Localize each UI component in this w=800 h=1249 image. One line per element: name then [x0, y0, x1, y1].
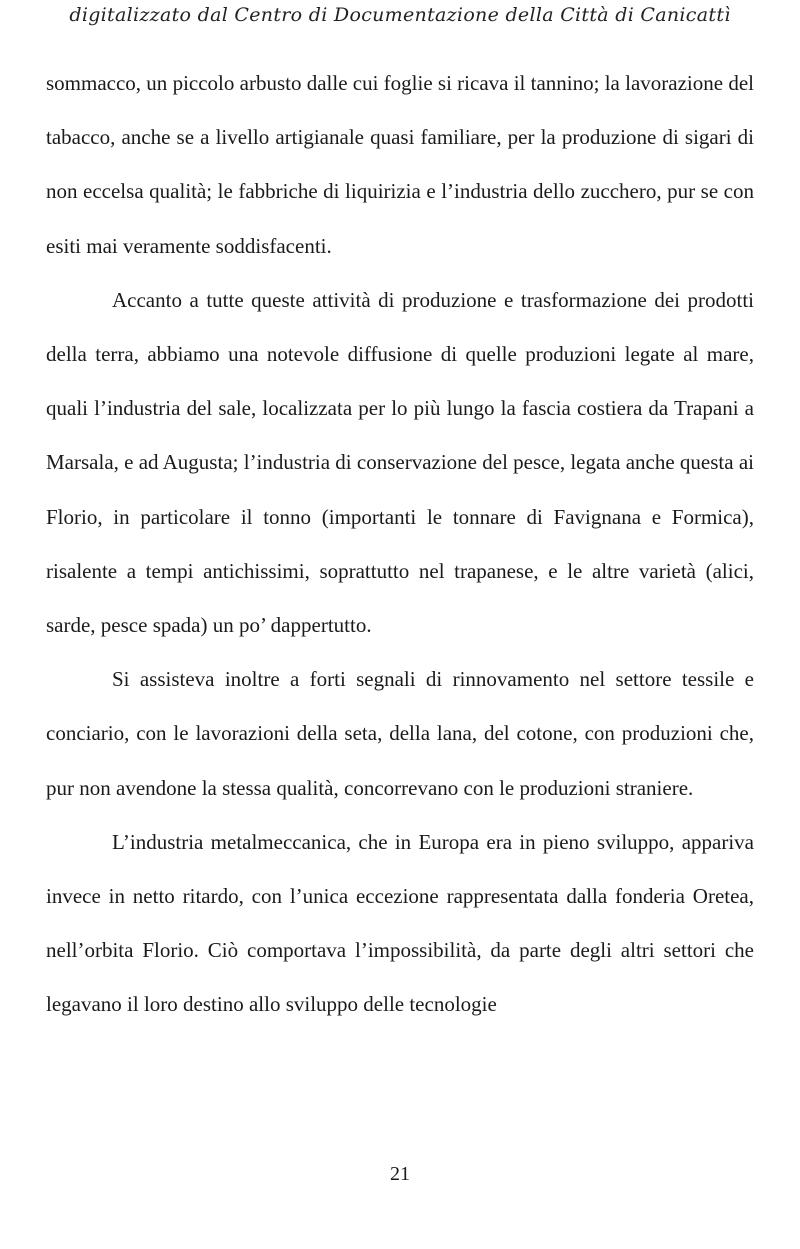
paragraph-3: Si assisteva inoltre a forti segnali di rinnovamento nel settore tessile e conciario, con le lavorazioni della seta, della lana, del cotone, con produzioni che, pur non avendone la stessa qualità, concorrevano con le produzioni straniere. [46, 667, 754, 800]
watermark-header: digitalizzato dal Centro di Documentazione della Città di Canicattì [69, 4, 731, 26]
paragraph-4: L’industria metalmeccanica, che in Europa era in pieno sviluppo, appariva invece in netto ritardo, con l’unica eccezione rappresentata dalla fonderia Oretea, nell’orbita Florio. Ciò comportava l’impossibilità, da parte degli altri settori che legavano il loro destino allo sviluppo delle tecnologie [46, 829, 754, 1017]
body-text [46, 56, 754, 1032]
paragraph-2: Accanto a tutte queste attività di produzione e trasformazione dei prodotti della terra, abbiamo una notevole diffusione di quelle produzioni legate al mare, quali l’industria del sale, localizzata per lo più lungo la fascia costiera da Trapani a Marsala, e ad Augusta; l’industria di conservazione del pesce, legata anche questa ai Florio, in particolare il tonno (importanti le tonnare di Favignana e Formica), risalente a tempi antichissimi, soprattutto nel trapanese, e le altre varietà (alici, sarde, pesce spada) un po’ dappertutto. [46, 287, 754, 638]
page-number: 21 [390, 1163, 410, 1185]
paragraph-1: sommacco, un piccolo arbusto dalle cui foglie si ricava il tannino; la lavorazione del tabacco, anche se a livello artigianale quasi familiare, per la produzione di sigari di non eccelsa qualità; le fabbriche di liquirizia e l’industria dello zucchero, pur se con esiti mai veramente soddisfacenti. [46, 71, 754, 258]
